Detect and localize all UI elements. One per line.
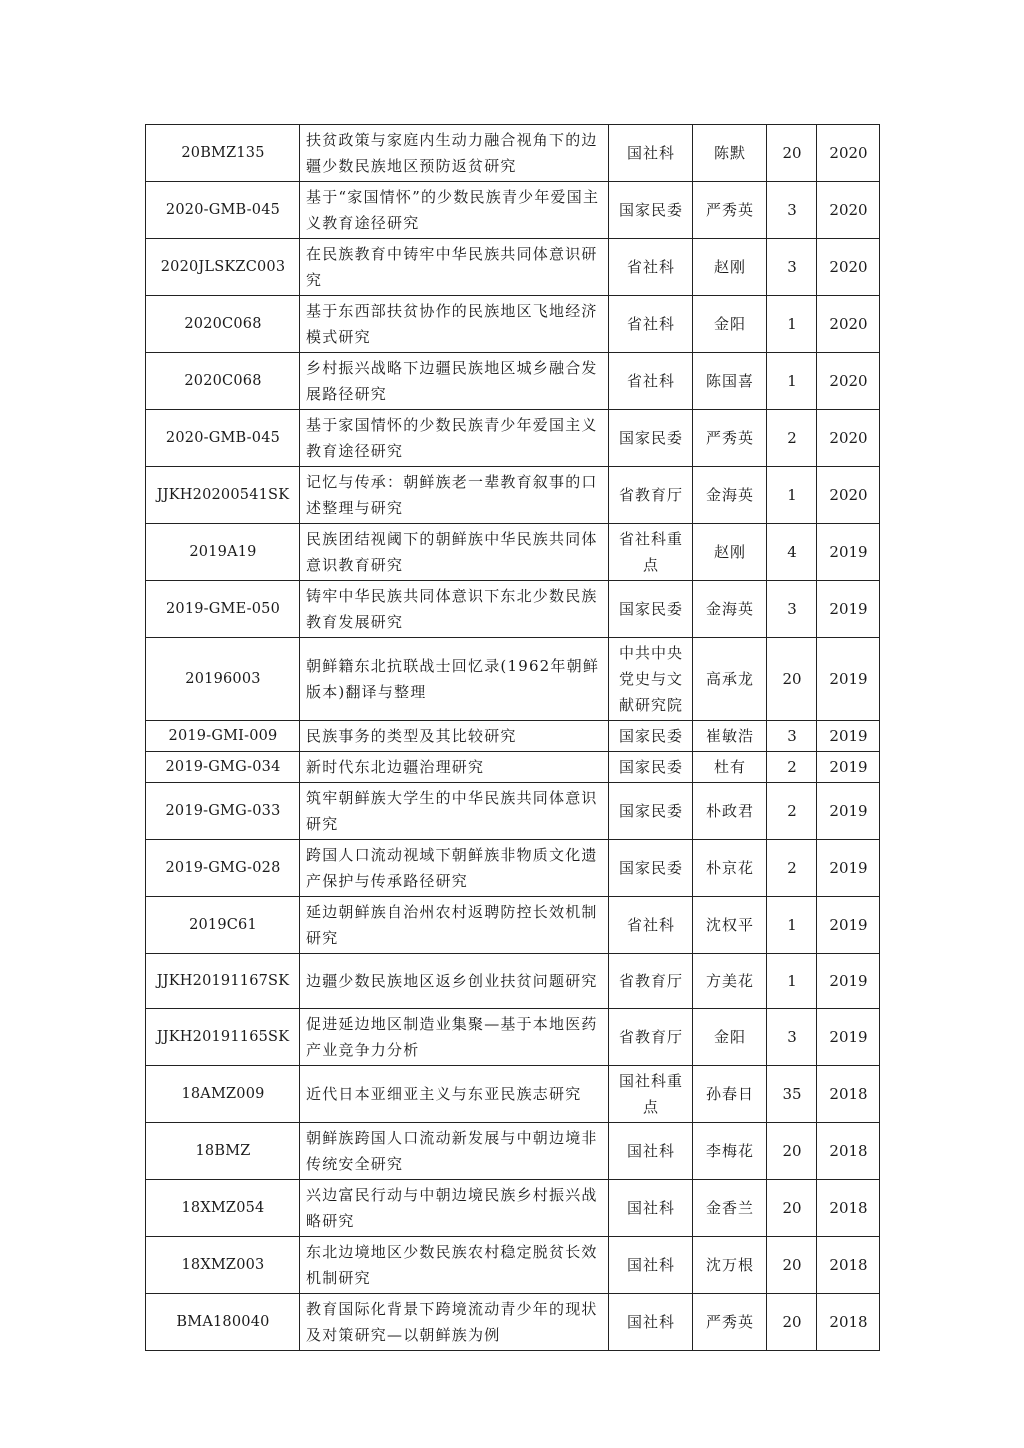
project-fund-cell: 20 [767, 1180, 817, 1237]
project-leader-cell: 金阳 [693, 296, 767, 353]
project-leader-cell: 金海英 [693, 467, 767, 524]
table-row [146, 954, 880, 1009]
project-source-cell: 国社科 [609, 1294, 693, 1351]
project-fund-cell: 3 [767, 239, 817, 296]
project-id-cell: 20BMZ135 [146, 125, 300, 182]
project-source-cell: 国家民委 [609, 721, 693, 752]
project-leader-cell: 陈默 [693, 125, 767, 182]
project-title-cell: 记忆与传承：朝鲜族老一辈教育叙事的口述整理与研究 [300, 467, 609, 524]
project-title-cell: 延边朝鲜族自治州农村返聘防控长效机制研究 [300, 897, 609, 954]
project-source-cell: 省教育厅 [609, 1009, 693, 1066]
project-year-cell: 2019 [817, 840, 880, 897]
project-year-cell: 2020 [817, 296, 880, 353]
table-row [146, 1009, 880, 1066]
project-year-cell: 2019 [817, 721, 880, 752]
table-row [146, 897, 880, 954]
project-year-cell: 2020 [817, 239, 880, 296]
project-id-cell: 18XMZ003 [146, 1237, 300, 1294]
table-row [146, 1180, 880, 1237]
project-fund-cell: 20 [767, 638, 817, 721]
project-year-cell: 2019 [817, 954, 880, 1009]
table-row [146, 524, 880, 581]
project-id-cell: 2019-GMG-028 [146, 840, 300, 897]
project-title-cell: 朝鲜籍东北抗联战士回忆录(1962年朝鲜版本)翻译与整理 [300, 638, 609, 721]
project-fund-cell: 20 [767, 1123, 817, 1180]
project-fund-cell: 35 [767, 1066, 817, 1123]
table-row [146, 638, 880, 721]
project-id-cell: JJKH20200541SK [146, 467, 300, 524]
project-leader-cell: 严秀英 [693, 410, 767, 467]
project-title-cell: 朝鲜族跨国人口流动新发展与中朝边境非传统安全研究 [300, 1123, 609, 1180]
project-fund-cell: 4 [767, 524, 817, 581]
project-id-cell: 18AMZ009 [146, 1066, 300, 1123]
project-fund-cell: 1 [767, 897, 817, 954]
project-source-cell: 国社科重点 [609, 1066, 693, 1123]
table-row [146, 581, 880, 638]
project-id-cell: 2020C068 [146, 353, 300, 410]
project-title-cell: 兴边富民行动与中朝边境民族乡村振兴战略研究 [300, 1180, 609, 1237]
project-year-cell: 2020 [817, 125, 880, 182]
project-leader-cell: 金阳 [693, 1009, 767, 1066]
project-id-cell: 18XMZ054 [146, 1180, 300, 1237]
project-fund-cell: 3 [767, 581, 817, 638]
table-row [146, 721, 880, 752]
project-id-cell: 2019-GMG-033 [146, 783, 300, 840]
project-title-cell: 基于“家国情怀”的少数民族青少年爱国主义教育途径研究 [300, 182, 609, 239]
project-title-cell: 基于家国情怀的少数民族青少年爱国主义教育途径研究 [300, 410, 609, 467]
project-id-cell: 2020JLSKZC003 [146, 239, 300, 296]
project-id-cell: 2020-GMB-045 [146, 182, 300, 239]
project-leader-cell: 沈权平 [693, 897, 767, 954]
project-table [145, 124, 880, 1351]
project-title-cell: 东北边境地区少数民族农村稳定脱贫长效机制研究 [300, 1237, 609, 1294]
project-year-cell: 2018 [817, 1123, 880, 1180]
project-source-cell: 国家民委 [609, 783, 693, 840]
project-leader-cell: 陈国喜 [693, 353, 767, 410]
project-title-cell: 新时代东北边疆治理研究 [300, 752, 609, 783]
project-title-cell: 基于东西部扶贫协作的民族地区飞地经济模式研究 [300, 296, 609, 353]
table-row [146, 296, 880, 353]
project-fund-cell: 1 [767, 954, 817, 1009]
project-leader-cell: 金香兰 [693, 1180, 767, 1237]
project-id-cell: JJKH20191165SK [146, 1009, 300, 1066]
project-table-body [146, 125, 880, 1351]
project-fund-cell: 3 [767, 721, 817, 752]
project-year-cell: 2018 [817, 1294, 880, 1351]
project-year-cell: 2020 [817, 410, 880, 467]
project-title-cell: 跨国人口流动视域下朝鲜族非物质文化遗产保护与传承路径研究 [300, 840, 609, 897]
project-source-cell: 中共中央党史与文献研究院 [609, 638, 693, 721]
project-fund-cell: 20 [767, 1237, 817, 1294]
project-fund-cell: 2 [767, 752, 817, 783]
project-fund-cell: 1 [767, 467, 817, 524]
project-year-cell: 2020 [817, 467, 880, 524]
project-leader-cell: 高承龙 [693, 638, 767, 721]
project-source-cell: 国家民委 [609, 840, 693, 897]
table-row [146, 467, 880, 524]
project-source-cell: 省社科 [609, 239, 693, 296]
project-title-cell: 民族事务的类型及其比较研究 [300, 721, 609, 752]
project-fund-cell: 2 [767, 840, 817, 897]
project-leader-cell: 朴政君 [693, 783, 767, 840]
project-fund-cell: 20 [767, 1294, 817, 1351]
project-title-cell: 筑牢朝鲜族大学生的中华民族共同体意识研究 [300, 783, 609, 840]
project-year-cell: 2019 [817, 1009, 880, 1066]
project-leader-cell: 沈万根 [693, 1237, 767, 1294]
project-id-cell: JJKH20191167SK [146, 954, 300, 1009]
project-source-cell: 省教育厅 [609, 467, 693, 524]
project-source-cell: 省社科重点 [609, 524, 693, 581]
project-title-cell: 教育国际化背景下跨境流动青少年的现状及对策研究—以朝鲜族为例 [300, 1294, 609, 1351]
project-fund-cell: 3 [767, 1009, 817, 1066]
project-leader-cell: 金海英 [693, 581, 767, 638]
project-title-cell: 铸牢中华民族共同体意识下东北少数民族教育发展研究 [300, 581, 609, 638]
project-leader-cell: 方美花 [693, 954, 767, 1009]
project-year-cell: 2019 [817, 524, 880, 581]
project-id-cell: 2020-GMB-045 [146, 410, 300, 467]
table-row [146, 752, 880, 783]
project-leader-cell: 赵刚 [693, 524, 767, 581]
table-row [146, 410, 880, 467]
table-row [146, 783, 880, 840]
project-id-cell: 2019A19 [146, 524, 300, 581]
project-leader-cell: 杜有 [693, 752, 767, 783]
project-source-cell: 国家民委 [609, 410, 693, 467]
table-row [146, 840, 880, 897]
project-title-cell: 在民族教育中铸牢中华民族共同体意识研究 [300, 239, 609, 296]
project-year-cell: 2018 [817, 1180, 880, 1237]
project-year-cell: 2019 [817, 638, 880, 721]
project-year-cell: 2018 [817, 1237, 880, 1294]
project-id-cell: 20196003 [146, 638, 300, 721]
table-row [146, 239, 880, 296]
project-id-cell: 18BMZ [146, 1123, 300, 1180]
project-id-cell: 2020C068 [146, 296, 300, 353]
project-fund-cell: 1 [767, 296, 817, 353]
project-title-cell: 近代日本亚细亚主义与东亚民族志研究 [300, 1066, 609, 1123]
project-source-cell: 国家民委 [609, 182, 693, 239]
project-year-cell: 2019 [817, 897, 880, 954]
project-year-cell: 2019 [817, 783, 880, 840]
project-title-cell: 边疆少数民族地区返乡创业扶贫问题研究 [300, 954, 609, 1009]
project-id-cell: BMA180040 [146, 1294, 300, 1351]
table-row [146, 125, 880, 182]
project-source-cell: 国社科 [609, 1123, 693, 1180]
project-source-cell: 省教育厅 [609, 954, 693, 1009]
project-id-cell: 2019-GMG-034 [146, 752, 300, 783]
project-leader-cell: 朴京花 [693, 840, 767, 897]
project-title-cell: 乡村振兴战略下边疆民族地区城乡融合发展路径研究 [300, 353, 609, 410]
project-title-cell: 扶贫政策与家庭内生动力融合视角下的边疆少数民族地区预防返贫研究 [300, 125, 609, 182]
project-year-cell: 2020 [817, 182, 880, 239]
project-leader-cell: 崔敏浩 [693, 721, 767, 752]
table-row [146, 353, 880, 410]
project-source-cell: 省社科 [609, 353, 693, 410]
project-id-cell: 2019-GMI-009 [146, 721, 300, 752]
project-leader-cell: 严秀英 [693, 182, 767, 239]
project-title-cell: 民族团结视阈下的朝鲜族中华民族共同体意识教育研究 [300, 524, 609, 581]
project-source-cell: 省社科 [609, 296, 693, 353]
project-source-cell: 国家民委 [609, 581, 693, 638]
project-year-cell: 2019 [817, 752, 880, 783]
project-source-cell: 国社科 [609, 125, 693, 182]
project-fund-cell: 3 [767, 182, 817, 239]
project-source-cell: 省社科 [609, 897, 693, 954]
project-year-cell: 2020 [817, 353, 880, 410]
project-fund-cell: 20 [767, 125, 817, 182]
project-source-cell: 国社科 [609, 1237, 693, 1294]
table-row [146, 1123, 880, 1180]
project-id-cell: 2019C61 [146, 897, 300, 954]
project-leader-cell: 严秀英 [693, 1294, 767, 1351]
project-leader-cell: 赵刚 [693, 239, 767, 296]
project-leader-cell: 孙春日 [693, 1066, 767, 1123]
project-fund-cell: 1 [767, 353, 817, 410]
project-year-cell: 2018 [817, 1066, 880, 1123]
project-year-cell: 2019 [817, 581, 880, 638]
table-row [146, 1294, 880, 1351]
project-fund-cell: 2 [767, 410, 817, 467]
project-leader-cell: 李梅花 [693, 1123, 767, 1180]
project-source-cell: 国家民委 [609, 752, 693, 783]
project-title-cell: 促进延边地区制造业集聚—基于本地医药产业竞争力分析 [300, 1009, 609, 1066]
project-fund-cell: 2 [767, 783, 817, 840]
table-row [146, 1237, 880, 1294]
project-source-cell: 国社科 [609, 1180, 693, 1237]
project-id-cell: 2019-GME-050 [146, 581, 300, 638]
table-row [146, 182, 880, 239]
table-row [146, 1066, 880, 1123]
